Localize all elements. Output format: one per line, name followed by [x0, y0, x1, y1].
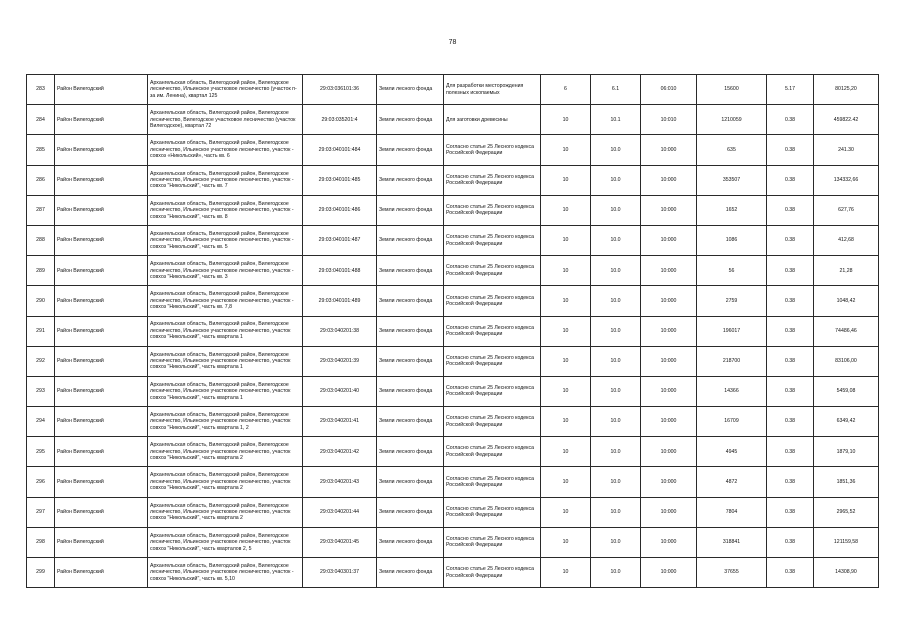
- row-number: 290: [27, 286, 55, 316]
- address-cell: Архангельская область, Вилегодский район, Вилегодское лесничество, Ильинское участковое лесничество, участок совхоз "Никольский", часть квартала 1: [148, 376, 303, 406]
- cadastral-value-cell: 241.30: [814, 135, 879, 165]
- code-group-cell: 10: [541, 437, 591, 467]
- area-cell: 1210059: [697, 105, 767, 135]
- code-group-cell: 10: [541, 376, 591, 406]
- cadastral-value-cell: 459822.42: [814, 105, 879, 135]
- district-cell: Район Вилегодский: [55, 286, 148, 316]
- table-row: [27, 75, 879, 105]
- cadastral-number-cell: 29:03:040201:45: [303, 527, 377, 557]
- area-cell: 15600: [697, 75, 767, 105]
- code-group-cell: 10: [541, 316, 591, 346]
- rate-cell: 0.38: [767, 256, 814, 286]
- code-cell: 10:000: [641, 135, 697, 165]
- table-row: [27, 497, 879, 527]
- permitted-use-cell: Согласно статье 25 Лесного кодекса Российской Федерации: [444, 437, 541, 467]
- district-cell: Район Вилегодский: [55, 165, 148, 195]
- area-cell: 14366: [697, 376, 767, 406]
- code-group-cell: 10: [541, 407, 591, 437]
- address-cell: Архангельская область, Вилегодский район, Вилегодское лесничество, Ильинское участковое лесничество, участок совхоз "Никольский", часть квартала 2: [148, 437, 303, 467]
- code-subgroup-cell: 10.0: [591, 497, 641, 527]
- area-cell: 1652: [697, 195, 767, 225]
- cadastral-value-cell: 627,76: [814, 195, 879, 225]
- code-cell: 10:000: [641, 527, 697, 557]
- permitted-use-cell: Согласно статье 25 Лесного кодекса Российской Федерации: [444, 286, 541, 316]
- cadastral-value-cell: 1879,10: [814, 437, 879, 467]
- code-cell: 10:000: [641, 225, 697, 255]
- address-cell: Архангельская область, Вилегодский район, Вилегодское лесничество, Ильинское участковое лесничество, участок совхоз "Никольский", часть квартала 1: [148, 316, 303, 346]
- permitted-use-cell: Согласно статье 25 Лесного кодекса Российской Федерации: [444, 346, 541, 376]
- district-cell: Район Вилегодский: [55, 467, 148, 497]
- cadastral-number-cell: 29:03:040201:38: [303, 316, 377, 346]
- cadastral-value-cell: 1048,42: [814, 286, 879, 316]
- address-cell: Архангельская область, Вилегодский район, Вилегодское лесничество, Ильинское участковое лесничество (участок п-за им. Ленина), квартал 125: [148, 75, 303, 105]
- rate-cell: 0.38: [767, 105, 814, 135]
- code-subgroup-cell: 10.0: [591, 225, 641, 255]
- address-cell: Архангельская область, Вилегодский район, Вилегодское лесничество, Ильинское участковое лесничество, участок совхоз "Никольский", часть квартала 1: [148, 346, 303, 376]
- cadastral-value-cell: 121159,58: [814, 527, 879, 557]
- table-row: [27, 256, 879, 286]
- address-cell: Архангельская область, Вилегодский район, Вилегодское лесничество, Вилегодское участковое лесничество (участок Вилегодское), квартал 72: [148, 105, 303, 135]
- land-category-cell: Земли лесного фонда: [377, 195, 444, 225]
- rate-cell: 0.38: [767, 376, 814, 406]
- rate-cell: 0.38: [767, 225, 814, 255]
- permitted-use-cell: Согласно статье 25 Лесного кодекса Российской Федерации: [444, 165, 541, 195]
- area-cell: 4945: [697, 437, 767, 467]
- table-row: [27, 346, 879, 376]
- address-cell: Архангельская область, Вилегодский район, Вилегодское лесничество, Ильинское участковое лесничество, участок - совхоз "Никольский", часть кв. 5,10: [148, 558, 303, 588]
- district-cell: Район Вилегодский: [55, 135, 148, 165]
- rate-cell: 0.38: [767, 467, 814, 497]
- code-cell: 10:000: [641, 195, 697, 225]
- cadastral-number-cell: 29:03:040201:40: [303, 376, 377, 406]
- address-cell: Архангельская область, Вилегодский район, Вилегодское лесничество, Ильинское участковое лесничество, участок совхоз "Никольский", часть квартала 2: [148, 467, 303, 497]
- rate-cell: 0.38: [767, 286, 814, 316]
- code-group-cell: 10: [541, 225, 591, 255]
- cadastral-value-cell: 134332,66: [814, 165, 879, 195]
- district-cell: Район Вилегодский: [55, 407, 148, 437]
- district-cell: Район Вилегодский: [55, 497, 148, 527]
- permitted-use-cell: Для разработки месторождения полезных ископаемых: [444, 75, 541, 105]
- code-subgroup-cell: 10.0: [591, 527, 641, 557]
- code-subgroup-cell: 6.1: [591, 75, 641, 105]
- code-group-cell: 10: [541, 256, 591, 286]
- code-subgroup-cell: 10.0: [591, 286, 641, 316]
- cadastral-number-cell: 29:03:040301:37: [303, 558, 377, 588]
- permitted-use-cell: Согласно статье 25 Лесного кодекса Российской Федерации: [444, 135, 541, 165]
- district-cell: Район Вилегодский: [55, 256, 148, 286]
- code-subgroup-cell: 10.0: [591, 407, 641, 437]
- table-row: [27, 558, 879, 588]
- row-number: 286: [27, 165, 55, 195]
- land-category-cell: Земли лесного фонда: [377, 316, 444, 346]
- permitted-use-cell: Согласно статье 25 Лесного кодекса Российской Федерации: [444, 195, 541, 225]
- row-number: 288: [27, 225, 55, 255]
- rate-cell: 0.38: [767, 316, 814, 346]
- area-cell: 7804: [697, 497, 767, 527]
- table-row: [27, 105, 879, 135]
- cadastral-number-cell: 29:03:035201:4: [303, 105, 377, 135]
- land-category-cell: Земли лесного фонда: [377, 165, 444, 195]
- code-group-cell: 10: [541, 558, 591, 588]
- code-cell: 10:000: [641, 286, 697, 316]
- cadastral-number-cell: 29:03:040101:486: [303, 195, 377, 225]
- district-cell: Район Вилегодский: [55, 105, 148, 135]
- district-cell: Район Вилегодский: [55, 558, 148, 588]
- code-group-cell: 10: [541, 527, 591, 557]
- code-cell: 10:000: [641, 256, 697, 286]
- code-cell: 10:000: [641, 497, 697, 527]
- code-subgroup-cell: 10.0: [591, 558, 641, 588]
- cadastral-number-cell: 29:03:040201:41: [303, 407, 377, 437]
- area-cell: 2759: [697, 286, 767, 316]
- permitted-use-cell: Согласно статье 25 Лесного кодекса Российской Федерации: [444, 316, 541, 346]
- district-cell: Район Вилегодский: [55, 437, 148, 467]
- area-cell: 353507: [697, 165, 767, 195]
- district-cell: Район Вилегодский: [55, 225, 148, 255]
- address-cell: Архангельская область, Вилегодский район, Вилегодское лесничество, Ильинское участковое лесничество, участок совхоз "Никольский", часть квартала 1, 2: [148, 407, 303, 437]
- page-number: 78: [448, 39, 457, 46]
- cadastral-value-cell: 74486,46: [814, 316, 879, 346]
- code-subgroup-cell: 10.0: [591, 376, 641, 406]
- table-row: [27, 527, 879, 557]
- district-cell: Район Вилегодский: [55, 527, 148, 557]
- code-subgroup-cell: 10.0: [591, 165, 641, 195]
- rate-cell: 5.17: [767, 75, 814, 105]
- cadastral-value-cell: 5459,08: [814, 376, 879, 406]
- address-cell: Архангельская область, Вилегодский район, Вилегодское лесничество, Ильинское участковое лесничество, участок - совхоз "Никольский", часть кв. 7: [148, 165, 303, 195]
- permitted-use-cell: Согласно статье 25 Лесного кодекса Российской Федерации: [444, 376, 541, 406]
- code-cell: 10:000: [641, 316, 697, 346]
- row-number: 285: [27, 135, 55, 165]
- code-subgroup-cell: 10.0: [591, 467, 641, 497]
- area-cell: 218700: [697, 346, 767, 376]
- permitted-use-cell: Согласно статье 25 Лесного кодекса Российской Федерации: [444, 527, 541, 557]
- table-row: [27, 407, 879, 437]
- cadastral-value-cell: 21,28: [814, 256, 879, 286]
- area-cell: 56: [697, 256, 767, 286]
- permitted-use-cell: Согласно статье 25 Лесного кодекса Российской Федерации: [444, 407, 541, 437]
- permitted-use-cell: Согласно статье 25 Лесного кодекса Российской Федерации: [444, 225, 541, 255]
- address-cell: Архангельская область, Вилегодский район, Вилегодское лесничество, Ильинское участковое лесничество, участок - совхоз "Никольский", часть кв. 3: [148, 256, 303, 286]
- code-subgroup-cell: 10.1: [591, 105, 641, 135]
- land-category-cell: Земли лесного фонда: [377, 225, 444, 255]
- land-category-cell: Земли лесного фонда: [377, 437, 444, 467]
- area-cell: 635: [697, 135, 767, 165]
- land-category-cell: Земли лесного фонда: [377, 135, 444, 165]
- cadastral-number-cell: 29:03:040101:487: [303, 225, 377, 255]
- code-cell: 10:000: [641, 437, 697, 467]
- address-cell: Архангельская область, Вилегодский район, Вилегодское лесничество, Ильинское участковое лесничество, участок - совхоз "Никольский", часть кв. 8: [148, 195, 303, 225]
- code-cell: 10:000: [641, 165, 697, 195]
- code-subgroup-cell: 10.0: [591, 135, 641, 165]
- cadastral-number-cell: 29:03:040201:44: [303, 497, 377, 527]
- area-cell: 1086: [697, 225, 767, 255]
- land-category-cell: Земли лесного фонда: [377, 286, 444, 316]
- cadastral-number-cell: 29:03:040101:488: [303, 256, 377, 286]
- cadastral-value-cell: 6349,42: [814, 407, 879, 437]
- row-number: 293: [27, 376, 55, 406]
- land-category-cell: Земли лесного фонда: [377, 407, 444, 437]
- code-group-cell: 10: [541, 105, 591, 135]
- district-cell: Район Вилегодский: [55, 346, 148, 376]
- code-group-cell: 6: [541, 75, 591, 105]
- row-number: 283: [27, 75, 55, 105]
- permitted-use-cell: Согласно статье 25 Лесного кодекса Российской Федерации: [444, 497, 541, 527]
- row-number: 292: [27, 346, 55, 376]
- address-cell: Архангельская область, Вилегодский район, Вилегодское лесничество, Ильинское участковое лесничество, участок совхоз "Никольский", часть квартала 2: [148, 497, 303, 527]
- cadastral-value-cell: 83106,00: [814, 346, 879, 376]
- cadastral-value-cell: 1851,36: [814, 467, 879, 497]
- land-category-cell: Земли лесного фонда: [377, 558, 444, 588]
- row-number: 295: [27, 437, 55, 467]
- code-cell: 10:000: [641, 467, 697, 497]
- table-row: [27, 165, 879, 195]
- rate-cell: 0.38: [767, 346, 814, 376]
- address-cell: Архангельская область, Вилегодский район, Вилегодское лесничество, Ильинское участковое лесничество, участок совхоз "Никольский", часть кварталов 2, 5: [148, 527, 303, 557]
- code-cell: 10:000: [641, 558, 697, 588]
- code-cell: 10:000: [641, 376, 697, 406]
- rate-cell: 0.38: [767, 437, 814, 467]
- code-cell: 10:000: [641, 407, 697, 437]
- cadastral-value-cell: 14308,90: [814, 558, 879, 588]
- district-cell: Район Вилегодский: [55, 376, 148, 406]
- cadastral-value-cell: 412,68: [814, 225, 879, 255]
- permitted-use-cell: Согласно статье 25 Лесного кодекса Российской Федерации: [444, 558, 541, 588]
- table-row: [27, 135, 879, 165]
- row-number: 296: [27, 467, 55, 497]
- code-group-cell: 10: [541, 346, 591, 376]
- area-cell: 196017: [697, 316, 767, 346]
- land-category-cell: Земли лесного фонда: [377, 527, 444, 557]
- code-subgroup-cell: 10.0: [591, 195, 641, 225]
- table-row: [27, 286, 879, 316]
- rate-cell: 0.38: [767, 497, 814, 527]
- code-group-cell: 10: [541, 286, 591, 316]
- permitted-use-cell: Для заготовки древесины: [444, 105, 541, 135]
- code-cell: 06:010: [641, 75, 697, 105]
- cadastral-number-cell: 29:03:040101:485: [303, 165, 377, 195]
- row-number: 297: [27, 497, 55, 527]
- row-number: 298: [27, 527, 55, 557]
- cadastral-value-cell: 80125,20: [814, 75, 879, 105]
- permitted-use-cell: Согласно статье 25 Лесного кодекса Российской Федерации: [444, 467, 541, 497]
- row-number: 299: [27, 558, 55, 588]
- area-cell: 318841: [697, 527, 767, 557]
- code-group-cell: 10: [541, 497, 591, 527]
- code-subgroup-cell: 10.0: [591, 256, 641, 286]
- area-cell: 16709: [697, 407, 767, 437]
- land-register-table: [26, 74, 879, 588]
- permitted-use-cell: Согласно статье 25 Лесного кодекса Российской Федерации: [444, 256, 541, 286]
- row-number: 289: [27, 256, 55, 286]
- row-number: 294: [27, 407, 55, 437]
- cadastral-number-cell: 29:03:040201:43: [303, 467, 377, 497]
- rate-cell: 0.38: [767, 527, 814, 557]
- table-row: [27, 376, 879, 406]
- rate-cell: 0.38: [767, 195, 814, 225]
- row-number: 291: [27, 316, 55, 346]
- cadastral-number-cell: 29:03:036101:36: [303, 75, 377, 105]
- land-category-cell: Земли лесного фонда: [377, 75, 444, 105]
- table-row: [27, 316, 879, 346]
- table-row: [27, 195, 879, 225]
- rate-cell: 0.38: [767, 407, 814, 437]
- cadastral-number-cell: 29:03:040201:39: [303, 346, 377, 376]
- land-category-cell: Земли лесного фонда: [377, 105, 444, 135]
- land-category-cell: Земли лесного фонда: [377, 497, 444, 527]
- address-cell: Архангельская область, Вилегодский район, Вилегодское лесничество, Ильинское участковое лесничество, участок - совхоз «Никольский», часть кв. 6: [148, 135, 303, 165]
- table-body: [27, 75, 879, 588]
- cadastral-value-cell: 2965,52: [814, 497, 879, 527]
- cadastral-number-cell: 29:03:040101:484: [303, 135, 377, 165]
- district-cell: Район Вилегодский: [55, 195, 148, 225]
- land-category-cell: Земли лесного фонда: [377, 256, 444, 286]
- rate-cell: 0.38: [767, 558, 814, 588]
- area-cell: 4872: [697, 467, 767, 497]
- cadastral-number-cell: 29:03:040201:42: [303, 437, 377, 467]
- code-group-cell: 10: [541, 195, 591, 225]
- address-cell: Архангельская область, Вилегодский район, Вилегодское лесничество, Ильинское участковое лесничество, участок - совхоз "Никольский", часть кв. 5: [148, 225, 303, 255]
- row-number: 287: [27, 195, 55, 225]
- code-subgroup-cell: 10.0: [591, 346, 641, 376]
- code-subgroup-cell: 10.0: [591, 437, 641, 467]
- code-cell: 10:010: [641, 105, 697, 135]
- table-row: [27, 467, 879, 497]
- table-row: [27, 225, 879, 255]
- rate-cell: 0.38: [767, 135, 814, 165]
- address-cell: Архангельская область, Вилегодский район, Вилегодское лесничество, Ильинское участковое лесничество, участок - совхоз "Никольский", часть кв. 7,8: [148, 286, 303, 316]
- cadastral-number-cell: 29:03:040101:489: [303, 286, 377, 316]
- rate-cell: 0.38: [767, 165, 814, 195]
- code-group-cell: 10: [541, 165, 591, 195]
- district-cell: Район Вилегодский: [55, 75, 148, 105]
- land-category-cell: Земли лесного фонда: [377, 467, 444, 497]
- table-row: [27, 437, 879, 467]
- code-group-cell: 10: [541, 135, 591, 165]
- land-category-cell: Земли лесного фонда: [377, 376, 444, 406]
- area-cell: 37655: [697, 558, 767, 588]
- district-cell: Район Вилегодский: [55, 316, 148, 346]
- code-cell: 10:000: [641, 346, 697, 376]
- code-group-cell: 10: [541, 467, 591, 497]
- row-number: 284: [27, 105, 55, 135]
- land-category-cell: Земли лесного фонда: [377, 346, 444, 376]
- code-subgroup-cell: 10.0: [591, 316, 641, 346]
